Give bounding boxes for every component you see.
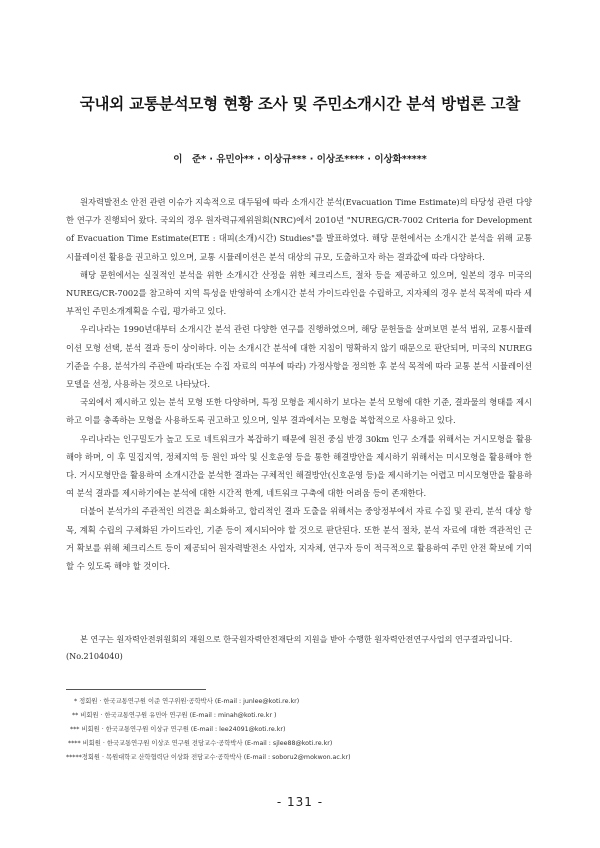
paragraph: 국외에서 제시하고 있는 분석 모형 또한 다양하며, 특정 모형을 제시하기 보다는 분석 모형에 대한 기준, 결과물의 형태를 제시하고 이를 충족하는 모형을 사용하도록 권고하고 있으며, 일부 결과에서는 모형을 복합적으로 사용하고 있다. — [66, 397, 532, 426]
footnote: *** 비회원 · 한국교통연구원 이상규 연구원 (E-mail : lee24091@koti.re.kr) — [66, 726, 286, 733]
paragraph: 우리나라는 1990년대부터 소개시간 분석 관련 다양한 연구를 진행하였으며, 해당 문헌들을 살펴보면 분석 범위, 교통시뮬레이션 모형 선택, 분석 결과 등이 상이하다. 이는 소개시간 분석에 대한 지침이 명확하지 않기 때문으로 판단되며, 미국의 NUREG 기준을 수용, 분석가의 주관에 따라(또는 수집 자료의 여부에 따라) 가정사항을 정의한 후 분석 목적에 따라 교통 분석 시뮬레이션 모델을 선정, 사용하는 것으로 나타났다. — [66, 324, 532, 390]
paper-title: 국내외 교통분석모형 현황 조사 및 주민소개시간 분석 방법론 고찰 — [79, 95, 521, 113]
footnote: * 정회원 · 한국교통연구원 이준 연구위원·공학박사 (E-mail : junlee@koti.re.kr) — [66, 698, 300, 705]
paragraph: 우리나라는 인구밀도가 높고 도로 네트워크가 복잡하기 때문에 원전 중심 반경 30km 인구 소개를 위해서는 거시모형을 활용해야 하며, 이 후 밀집지역, 정체지역 등 원인 파악 및 신호운영 등을 통한 해결방안을 제시하기 위해서는 미시모형을 활용해야 한다. 거시모형만을 활용하여 소개시간을 분석한 결과는 구체적인 해결방안(신호운영 등)을 제시하기는 어렵고 미시모형만을 활용하여 분석 결과를 제시하기에는 분석에 대한 시간적 한계, 네트워크 구축에 대한 어려움 등이 존재한다. — [66, 433, 532, 499]
abstract-body — [66, 193, 532, 575]
footnote: ** 비회원 · 한국교통연구원 유민아 연구원 (E-mail : minah@koti.re.kr ) — [66, 712, 277, 719]
footnote: *****정회원 · 목원대학교 산학협력단 이상화 전담교수·공학박사 (E-mail : soboru2@mokwon.ac.kr) — [66, 754, 351, 761]
footnote-divider — [66, 689, 206, 690]
footnote: **** 비회원 · 한국교통연구원 이상조 연구원 전담교수·공학박사 (E-mail : sjlee88@koti.re.kr) — [66, 740, 333, 747]
acknowledgement: 본 연구는 원자력안전위원회의 재원으로 한국원자력안전재단의 지원을 받아 수행한 원자력안전연구사업의 연구결과입니다. (No.2104040) — [66, 634, 513, 661]
page-number: - 131 - — [276, 795, 324, 809]
paragraph: 원자력발전소 안전 관련 이슈가 지속적으로 대두됨에 따라 소개시간 분석(Evacuation Time Estimate)의 타당성 관련 다양한 연구가 진행되어 왔다. 국외의 경우 원자력규제위원회(NRC)에서 2010년 "NUREG/CR-7002 Criteria for Development of Evacuation Time Estimate(ETE : 대피(소개)시간) Studies"를 발표하였다. 해당 문헌에서는 소개시간 분석을 위해 교통시뮬레이션 활용을 권고하고 있으며, 교통 시뮬레이션은 분석 대상의 규모, 도출하고자 하는 결과값에 따라 다양하다. — [66, 197, 532, 262]
paragraph: 해당 문헌에서는 실질적인 분석을 위한 소개시간 산정을 위한 체크리스트, 절차 등을 제공하고 있으며, 일본의 경우 미국의 NUREG/CR-7002를 참고하여 지역 특성을 반영하여 소개시간 분석 가이드라인을 수립하고, 지자체의 경우 분석 목적에 따라 세부적인 주민소개계획을 수립, 평가하고 있다. — [66, 269, 532, 317]
author-list: 이 준* · 유민아** · 이상규*** · 이상조**** · 이상화***** — [173, 154, 427, 165]
paragraph: 더불어 분석가의 주관적인 의견을 최소화하고, 합리적인 결과 도출을 위해서는 중앙정부에서 자료 수집 및 관리, 분석 대상 항목, 계획 수립의 구체화된 가이드라인, 기준 등이 제시되어야 할 것으로 판단된다. 또한 분석 절차, 분석 자료에 대한 객관적인 근거 확보를 위해 체크리스트 등이 제공되어 원자력발전소 사업자, 지자체, 연구자 등이 적극적으로 활용하여 주민 안전 확보에 기여할 수 있도록 해야 할 것이다. — [66, 506, 532, 572]
